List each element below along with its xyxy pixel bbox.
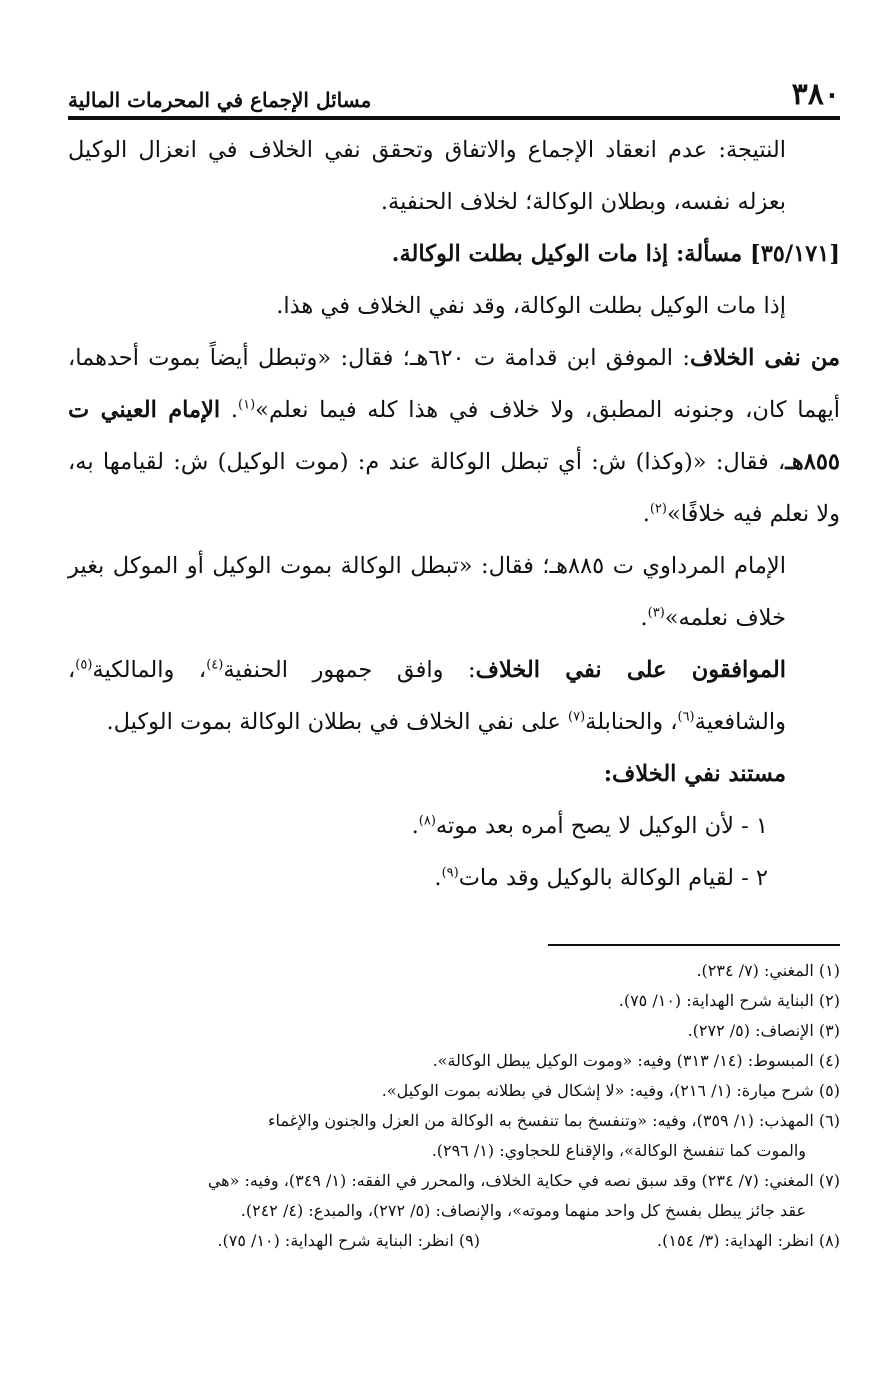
result-paragraph xyxy=(68,124,840,228)
footnote-5: (٥) شرح ميارة: (١/ ٢١٦)، وفيه: «لا إشكال في بطلانه بموت الوكيل». xyxy=(381,1081,840,1100)
mardawi-text: الإمام المرداوي ت ٨٨٥هـ؛ فقال: «تبطل الوكالة بموت الوكيل أو الموكل بغير خلاف نعلمه» xyxy=(68,553,786,631)
footnote-ref-9[interactable]: (٩) xyxy=(441,865,459,881)
mardawi-paragraph: الإمام المرداوي ت ٨٨٥هـ؛ فقال: «تبطل الوكالة بموت الوكيل أو الموكل بغير خلاف نعلمه»$^{(٣)}$. xyxy=(68,553,786,631)
footnote-ref-6[interactable]: (٦) xyxy=(677,709,695,725)
footnote-ref-8[interactable]: (٨) xyxy=(418,813,436,829)
book-page xyxy=(68,70,841,1250)
footnote-6: (٦) المهذب: (١/ ٣٥٩)، وفيه: «وتنفسخ بما تنفسخ به الوكالة من العزل والجنون والإغماء xyxy=(268,1111,840,1130)
footnote-7: (٧) المغني: (٧/ ٢٣٤) وقد سبق نصه في حكاية الخلاف، والمحرر في الفقه: (١/ ٣٤٩)، وفيه: «هي xyxy=(207,1171,840,1190)
page-header xyxy=(68,70,840,120)
basis-text-1: ١ - لأن الوكيل لا يصح أمره بعد موته xyxy=(435,813,768,839)
basis-item-2: ٢ - لقيام الوكالة بالوكيل وقد مات$^{(٩)}$. xyxy=(434,865,768,891)
agreement-paragraph xyxy=(68,644,840,748)
footnote-1: (١) المغني: (٧/ ٢٣٤). xyxy=(696,961,840,980)
main-text xyxy=(68,124,840,904)
agree-text-d: ، والحنابلة xyxy=(585,709,678,735)
footnote-ref-3[interactable]: (٣) xyxy=(647,605,665,621)
footnote-2: (٢) البناية شرح الهداية: (١٠/ ٧٥). xyxy=(618,991,840,1010)
page-number: ٣٨٠ xyxy=(791,77,840,112)
footnote-ref-5[interactable]: (٥) xyxy=(75,657,93,673)
footnotes-8-9 xyxy=(68,1226,840,1256)
running-title: مسائل الإجماع في المحرمات المالية xyxy=(68,88,372,112)
footnotes xyxy=(68,956,840,1256)
basis-heading: مستند نفي الخلاف: xyxy=(603,761,786,787)
basis-item-1: ١ - لأن الوكيل لا يصح أمره بعد موته$^{(٨)}$. xyxy=(411,813,768,839)
denial-label: من نفى الخلاف xyxy=(689,345,841,371)
aini-text: ، فقال: «(وكذا) ش: أي تبطل الوكالة عند م: (موت الوكيل) ش: لقيامها به، ولا نعلم فيه خلافًا» xyxy=(68,449,840,527)
issue-heading: [٣٥/١٧١] مسألة: إذا مات الوكيل بطلت الوكالة. xyxy=(391,241,840,267)
footnote-divider xyxy=(548,944,840,946)
agree-text-a: : وافق جمهور الحنفية xyxy=(223,657,476,683)
agree-text-e: على نفي الخلاف في بطلان الوكالة بموت الوكيل. xyxy=(106,709,568,735)
aini-label: الإمام العيني ت ٨٥٥هـ xyxy=(68,397,840,475)
footnote-ref-1[interactable]: (١) xyxy=(238,397,256,413)
footnote-ref-7[interactable]: (٧) xyxy=(568,709,586,725)
agree-text-b: ، والمالكية xyxy=(92,657,207,683)
issue-statement: إذا مات الوكيل بطلت الوكالة، وقد نفي الخلاف في هذا. xyxy=(276,293,786,319)
footnote-6-continued: والموت كما تنفسخ الوكالة»، والإقناع للحجاوي: (١/ ٢٩٦). xyxy=(431,1141,806,1160)
denial-text: : الموفق ابن قدامة ت ٦٢٠هـ؛ فقال: «وتبطل أيضاً بموت أحدهما، أيهما كان، وجنونه المطبق، ولا خلاف في هذا كله فيما نعلم» xyxy=(68,345,840,423)
result-text: : عدم انعقاد الإجماع والاتفاق وتحقق نفي الخلاف في انعزال الوكيل بعزله نفسه، وبطلان الوكالة؛ لخلاف الحنفية. xyxy=(68,137,786,215)
footnote-3: (٣) الإنصاف: (٥/ ٢٧٢). xyxy=(687,1021,840,1040)
footnote-4: (٤) المبسوط: (١٤/ ٣١٣) وفيه: «وموت الوكيل يبطل الوكالة». xyxy=(432,1051,840,1070)
denial-paragraph: من نفى الخلاف: الموفق ابن قدامة ت ٦٢٠هـ؛ فقال: «وتبطل أيضاً بموت أحدهما، أيهما كان، وجنونه المطبق، ولا خلاف في هذا كله فيما نعلم»$^{(١)}$. الإمام العيني ت ٨٥٥هـ، فقال: «(وكذا) ش: أي تبطل الوكالة عند م: (موت الوكيل) ش: لقيامها به، ولا نعلم فيه خلافًا»$^{(٢)}$. xyxy=(68,345,841,527)
footnote-8: (٨) انظر: الهداية: (٣/ ١٥٤). xyxy=(657,1231,840,1250)
basis-text-2: ٢ - لقيام الوكالة بالوكيل وقد مات xyxy=(458,865,768,891)
footnote-ref-2[interactable]: (٢) xyxy=(649,501,667,517)
footnote-ref-4[interactable]: (٤) xyxy=(206,657,224,673)
agree-text-c: ، والشافعية xyxy=(68,657,786,735)
footnote-7-continued: عقد جائز يبطل بفسخ كل واحد منهما وموته»، والإنصاف: (٥/ ٢٧٢)، والمبدع: (٤/ ٢٤٢). xyxy=(240,1201,806,1220)
footnote-9: (٩) انظر: البناية شرح الهداية: (١٠/ ٧٥). xyxy=(217,1231,480,1250)
agree-label: الموافقون على نفي الخلاف xyxy=(475,657,786,683)
result-label: النتيجة xyxy=(725,137,786,163)
